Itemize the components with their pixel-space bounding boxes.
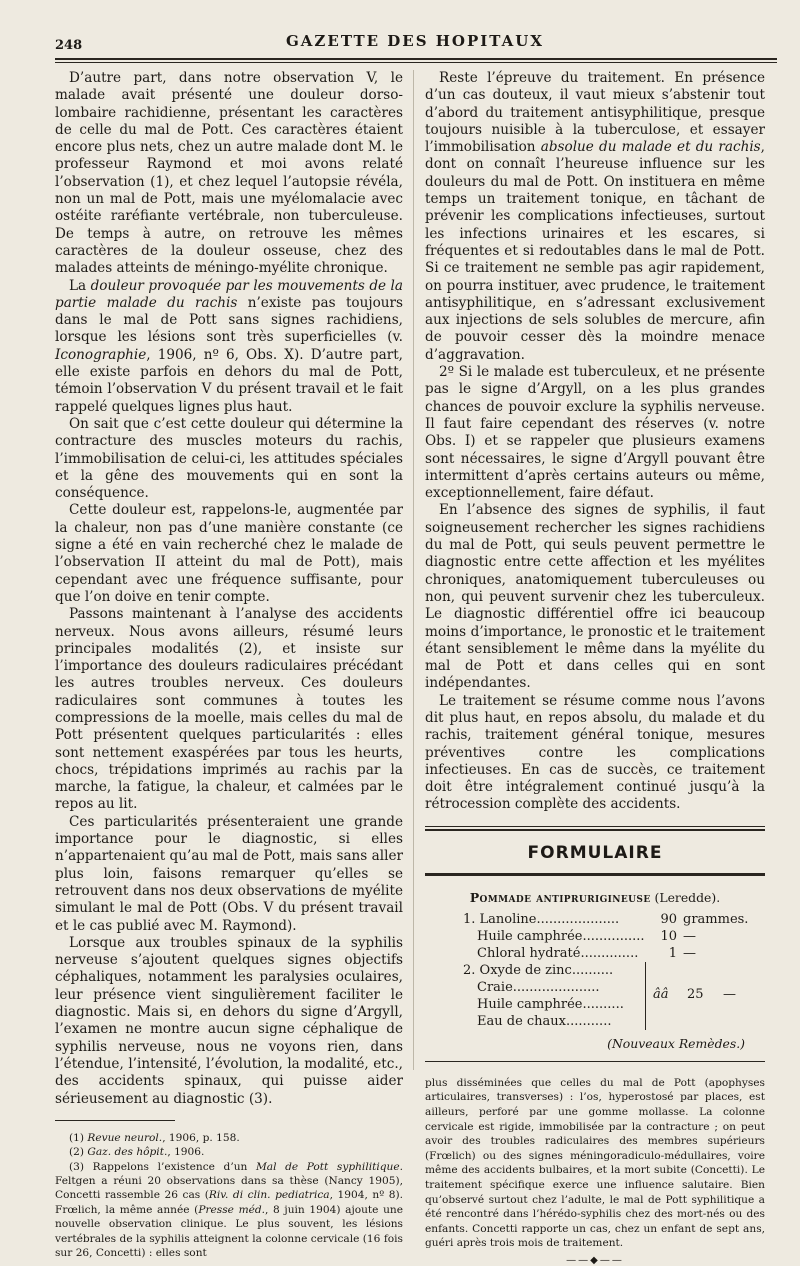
ingredient-name: Huile camphrée..........	[477, 996, 624, 1012]
right-body-text	[425, 70, 765, 814]
italic-text: Mal de Pott syphilitique	[255, 1160, 400, 1173]
running-title: GAZETTE DES HOPITAUX	[285, 32, 544, 50]
footnote-rule	[55, 1120, 175, 1121]
ingredient-name: Chloral hydraté..............	[477, 945, 639, 961]
footnote	[55, 1131, 403, 1145]
ingredient-name: Huile camphrée...............	[477, 928, 645, 944]
text-run: (1)	[69, 1131, 88, 1144]
left-body-text	[55, 70, 403, 1108]
section-rule-heavy	[425, 873, 765, 876]
italic-text: douleur provoquée par les mouvements de la partie malade du rachis	[55, 277, 403, 311]
text-run: n’existe pas toujours dans le mal de Pott sans signes rachidiens, lorsque les lésions sont très superficielles (v.	[55, 294, 403, 346]
section-rule	[425, 1061, 765, 1062]
header-rule-thin	[55, 62, 777, 63]
footnotes	[55, 1131, 403, 1261]
text-run: Reste l’épreuve du traitement. En présence d’un cas douteux, il vaut mieux s’abstenir tout d’abord du traitement antisyphilitique, presque toujours nuisible à la tuberculose, et essayer l’immobilisation	[425, 70, 765, 156]
column-separator	[413, 70, 414, 1070]
brace-icon	[645, 962, 646, 1030]
footnote	[55, 1160, 403, 1261]
paragraph: plus disséminées que celles du mal de Pott (apophyses articulaires, transverses) : l’os, hyperostosé par places, est ailleurs, perforé par une gomme mollasse. La colonne cervicale est rigide, immobilisée par la contracture ; on peut avoir des troubles radiculaires des membres supérieurs (Frœlich) ou des signes méningoradiculo-médullaires, voire même des accidents bulbaires, et la mort subite (Concetti). Le traitement spécifique exerce une influence salutaire. Bien qu’observé surtout chez l’adulte, le mal de Pott syphilitique a été rencontré dans l’hérédo-syphilis chez des mort-nés ou des enfants. Concetti rapporte un cas, chez un enfant de sept ans, guéri après trois mois de traitement.	[425, 1076, 765, 1250]
text-run: , dont on connaît l’heureuse influence sur les douleurs du mal de Pott. On instituera en même temps un traitement tonique, en tâchant de prévenir les complications infectieuses, surtout les infections urinaires et les escares, si fréquentes et si redoutables dans le mal de Pott. Si ce traitement ne semble pas agir rapidement, on pourra instituer, avec prudence, le traitement antisyphilitique, en s’adressant exclusivement aux injections de sels solubles de mercure, afin de pouvoir cesser dès la moindre menace d’aggravation.	[425, 139, 765, 363]
recipe-name: Pommade antiprurigineuse	[469, 889, 651, 905]
paragraph: 2º Si le malade est tuberculeux, et ne présente pas le signe d’Argyll, on a les plus grandes chances de pouvoir exclure la syphilis nerveuse. Il faut faire cependant des réserves (v. notre Obs. I) et se rappeler que plusieurs examens sont nécessaires, le signe d’Argyll pouvant être intermittent d’après certains auteurs ou même, exceptionnellement, faire défaut.	[425, 364, 765, 502]
recipe-row	[463, 945, 765, 962]
ingredient-unit: —	[683, 928, 696, 944]
footnote	[55, 1145, 403, 1159]
paragraph: Le traitement se résume comme nous l’avons dit plus haut, en repos absolu, du malade et du rachis, traitement général tonique, mesures préventives contre les complications infectieuses. En cas de succès, ce traitement doit être intégralement continué jusqu’à la rétrocession complète des accidents.	[425, 692, 765, 813]
recipe-list	[463, 911, 765, 1032]
text-run: , 8 juin 1904) ajoute une nouvelle observation clinique. Le plus souvent, les lésions vertébrales de la syphilis atteignent la colonne cervicale (16 fois sur 26, Concetti) : elles sont	[55, 1203, 404, 1260]
end-ornament: ——◆——	[566, 1254, 624, 1266]
paragraph	[425, 70, 765, 364]
ingredient-quantity: 90	[660, 911, 677, 927]
page-number: 248	[55, 38, 83, 53]
recipe-group	[463, 962, 765, 1032]
section-rule	[425, 826, 765, 827]
ana-abbreviation: ââ	[653, 986, 669, 1002]
italic-text: Riv. di clin. pediatrica	[208, 1189, 330, 1202]
ingredient-name: 2. Oxyde de zinc..........	[463, 962, 614, 978]
paragraph: On sait que c’est cette douleur qui détermine la contracture des muscles moteurs du rachis, l’immobilisation de celui-ci, les attitudes spéciales et la gêne des mouvements qui en sont la conséquence.	[55, 415, 403, 502]
paragraph: Cette douleur est, rappelons-le, augmentée par la chaleur, non pas d’une manière constante (ce signe a été en vain recherché chez le malade de l’observation II atteint du mal de Pott), mais cependant avec une fréquence suffisante, pour que l’on doive en tenir compte.	[55, 502, 403, 605]
italic-text: absolue du malade et du rachis	[540, 139, 761, 156]
ingredient-name: Craie.....................	[477, 979, 600, 995]
recipe-row	[463, 911, 765, 928]
text-run: La	[69, 277, 91, 294]
ingredient-unit: —	[723, 986, 736, 1002]
recipe-source: (Nouveaux Remèdes.)	[607, 1035, 745, 1051]
italic-text: Iconographie	[55, 346, 147, 363]
paragraph: Passons maintenant à l’analyse des accidents nerveux. Nous avons ailleurs, résumé leurs principales modalités (2), et insiste sur l’importance des douleurs radiculaires précédant les autres troubles nerveux. Ces douleurs radiculaires sont communes à toutes les compressions de la moelle, mais celles du mal de Pott présentent quelques particularités : elles sont nettement exaspérées par tous les heurts, chocs, trépidations imprimés au rachis par la marche, la fatigue, la chaleur, et calmées par le repos au lit.	[55, 606, 403, 813]
paragraph: En l’absence des signes de syphilis, il faut soigneusement rechercher les signes rachidiens du mal de Pott, qui seuls peuvent permettre le diagnostic entre cette affection et les myélites chroniques, anatomiquement tuberculeuses ou non, qui peuvent survenir chez les tuberculeux. Le diagnostic différentiel offre ici beaucoup moins d’importance, le pronostic et le traitement étant sensiblement le même dans la myélite du mal de Pott et dans celles qui en sont indépendantes.	[425, 502, 765, 692]
recipe-author: (Leredde).	[650, 889, 721, 905]
ingredient-quantity: 1	[668, 945, 677, 961]
ingredient-name: Eau de chaux...........	[477, 1013, 612, 1029]
recipe-row	[463, 928, 765, 945]
text-run: . Feltgen a réuni 20 observations dans sa thèse (Nancy 1905), Concetti rassemble 26 cas (	[55, 1160, 403, 1202]
ingredient-unit: —	[683, 945, 696, 961]
italic-text: Gaz. des hôpit.	[87, 1146, 168, 1159]
section-rule-double	[425, 829, 765, 831]
ingredient-quantity: 10	[660, 928, 677, 944]
paragraph	[55, 278, 403, 416]
left-column	[55, 70, 403, 1260]
formulaire-section	[425, 826, 765, 1266]
recipe-title	[425, 890, 765, 905]
formulaire-title: FORMULAIRE	[527, 842, 663, 863]
right-column	[425, 70, 765, 1266]
text-run: , 1906.	[167, 1146, 205, 1159]
text-run: , 1904, nº 8). Frœlich, la même année (	[55, 1189, 404, 1216]
paragraph: Ces particularités présenteraient une grande importance pour le diagnostic, si elles n’appartenaient qu’au mal de Pott, mais sans aller plus loin, faisons remarquer qu’elles se retrouvent dans nos deux observations de myélite simulant le mal de Pott (Obs. V du présent travail et le cas publié avec M. Raymond).	[55, 813, 403, 934]
italic-text: Revue neurol.	[87, 1131, 163, 1144]
text-run: , 1906, p. 158.	[162, 1131, 240, 1144]
ingredient-quantity: 25	[687, 986, 704, 1002]
paragraph: Lorsque aux troubles spinaux de la syphilis nerveuse s’ajoutent quelques signes objectifs céphaliques, notamment les paralysies oculaires, leur présence vient singulièrement faciliter le diagnostic. Mais si, en dehors du signe d’Argyll, l’examen ne montre aucun signe céphalique de syphilis nerveuse, nous ne voyons rien, dans l’étendue, l’intensité, l’évolution, la modalité, etc., des accidents spinaux, qui puisse aider sérieusement au diagnostic (3).	[55, 934, 403, 1107]
ingredient-name: 1. Lanoline....................	[463, 911, 620, 927]
page-header	[55, 28, 775, 54]
footnote-continuation	[425, 1076, 765, 1251]
paragraph: D’autre part, dans notre observation V, le malade avait présenté une douleur dorso-lombaire rachidienne, présentant les caractères de celle du mal de Pott. Ces caractères étaient encore plus nets, chez un autre malade dont M. le professeur Raymond et moi avons relaté l’observation (1), et chez lequel l’autopsie révéla, non un mal de Pott, mais une myélomalacie avec ostéite raréfiante vertébrale, non tuberculeuse. De temps à autre, on retrouve les mêmes caractères de la douleur osseuse, chez des malades atteints de méningo-myélite chronique.	[55, 70, 403, 277]
header-rule	[55, 58, 777, 60]
text-run: (2)	[69, 1146, 88, 1159]
italic-text: Presse méd.	[198, 1203, 266, 1216]
text-run: , 1906, nº 6, Obs. X). D’autre part, elle existe parfois en dehors du mal de Pott, témoin l’observation V du présent travail et le fait rappelé quelques lignes plus haut.	[55, 346, 403, 415]
text-run: (3) Rappelons l’existence d’un	[69, 1160, 256, 1173]
ingredient-unit: grammes.	[683, 911, 749, 927]
